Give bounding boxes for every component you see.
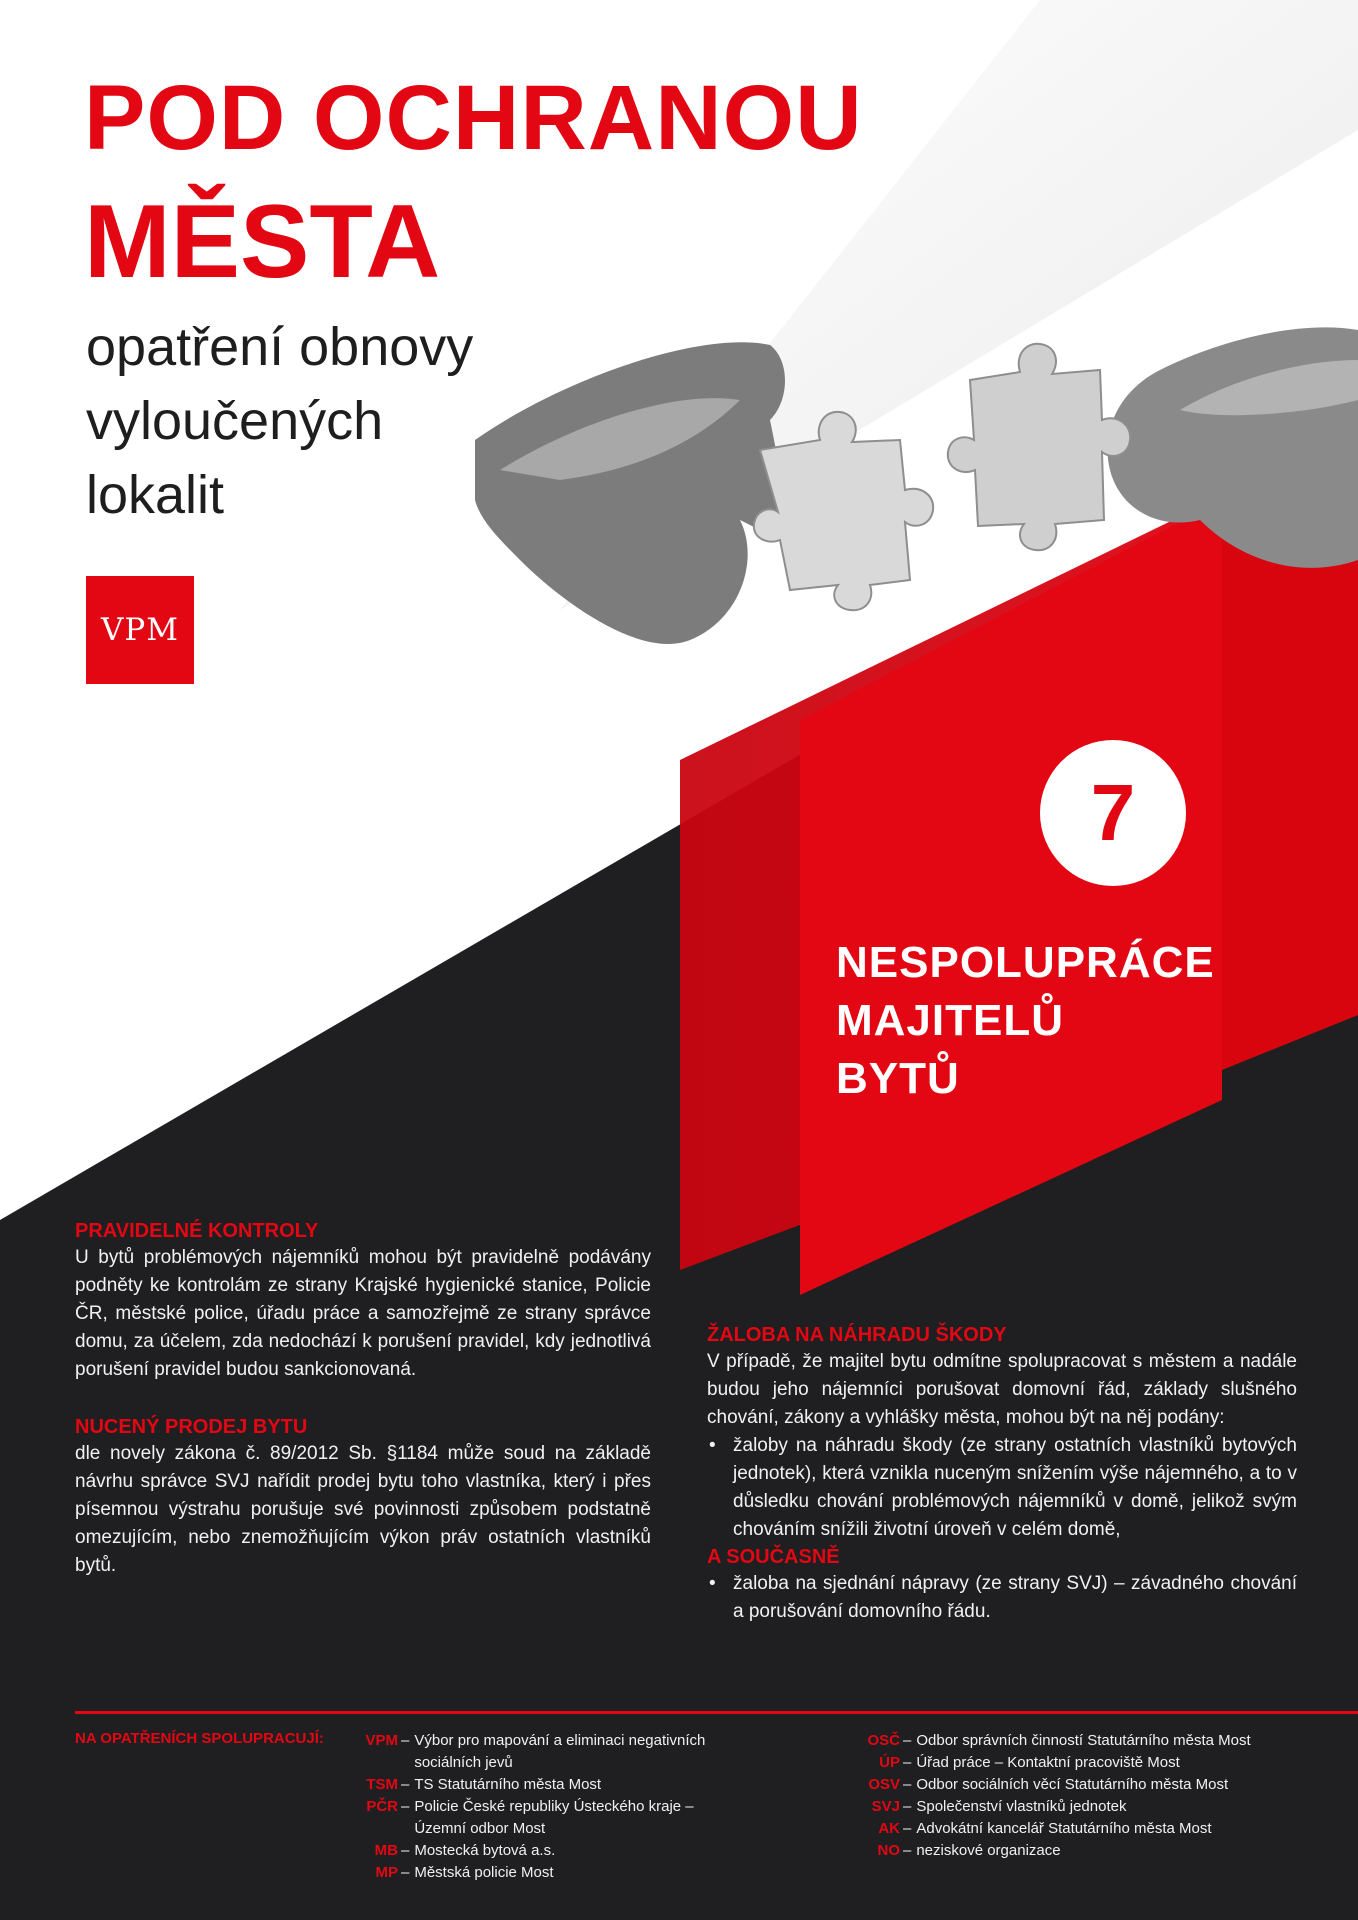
legend-abbr: OSČ: [867, 1732, 900, 1749]
section-heading-kontroly: PRAVIDELNÉ KONTROLY: [75, 1220, 319, 1242]
list-item: • žaloby na náhradu škody (ze strany ostatních vlastníků bytových jednotek), která vznikla nuceným snížením výše nájemného, a to v důsledku chování problémových nájemníků v domě, jelikož svým chováním snížili životní úroveň v celém domě,: [707, 1432, 1297, 1544]
vpm-logo: VPM: [86, 576, 194, 684]
legend-abbr: VPM: [365, 1732, 398, 1749]
main-title-line1: POD OCHRANOU: [84, 67, 863, 169]
right-puzzle-piece: [948, 344, 1130, 550]
topic-title: [836, 934, 1215, 1108]
legend-abbr: NO: [877, 1842, 900, 1859]
legend-desc: TS Statutárního města Most: [414, 1776, 602, 1793]
subtitle: [86, 310, 566, 532]
subtitle-line: lokalit: [86, 465, 225, 525]
list-item: • žaloba na sjednání nápravy (ze strany SVJ) – závadného chování a porušování domovního řádu.: [707, 1570, 1297, 1626]
legend-dash: –: [903, 1798, 912, 1815]
legend-dash: –: [401, 1864, 410, 1881]
legend-row: [866, 1796, 1306, 1818]
bullet-list: [707, 1432, 1297, 1544]
topic-title-line: NESPOLUPRÁCE: [836, 938, 1215, 987]
legend-abbr: PČR: [366, 1798, 398, 1815]
partners-legend-col2: [866, 1730, 1306, 1862]
section-text-kontroly: U bytů problémových nájemníků mohou být pravidelně podávány podněty ke kontrolám ze strany Krajské hygienické stanice, Policie ČR, městské police, úřadu práce a samozřejmě ze strany správce domu, za účelem, zda nedochází k porušení pravidel, kdy jednotlivá porušení pravidel budou sankcionovaná.: [75, 1247, 651, 1380]
legend-desc: Odbor sociálních věcí Statutárního města Most: [916, 1776, 1229, 1793]
legend-dash: –: [401, 1776, 410, 1793]
legend-row: [866, 1752, 1306, 1774]
legend-dash: –: [401, 1798, 410, 1815]
legend-desc: neziskové organizace: [916, 1842, 1061, 1859]
left-column: [75, 1218, 651, 1580]
section-text-prodej: dle novely zákona č. 89/2012 Sb. §1184 může soud na základě návrhu správce SVJ nařídit prodej bytu toho vlastníka, který i přes písemnou výstrahu porušuje své povinnosti způsobem podstatně omezujícím, nebo znemožňujícím výkon práv ostatních vlastníků bytů.: [75, 1443, 651, 1576]
section-heading-zaloba: ŽALOBA NA NÁHRADU ŠKODY: [707, 1324, 1007, 1346]
section-heading-prodej: NUCENÝ PRODEJ BYTU: [75, 1416, 308, 1438]
legend-row: [866, 1818, 1306, 1840]
legend-dash: –: [401, 1842, 410, 1859]
topic-number-badge: 7: [1040, 740, 1186, 886]
legend-dash: –: [903, 1776, 912, 1793]
legend-desc: Výbor pro mapování a eliminaci negativních sociálních jevů: [414, 1732, 706, 1771]
right-column: [707, 1322, 1297, 1626]
legend-row: [866, 1840, 1306, 1862]
legend-dash: –: [903, 1732, 912, 1749]
subtitle-line: vyloučených: [86, 391, 384, 451]
legend-abbr: SVJ: [871, 1798, 900, 1815]
legend-dash: –: [903, 1754, 912, 1771]
legend-dash: –: [903, 1820, 912, 1837]
legend-dash: –: [903, 1842, 912, 1859]
legend-row: [866, 1730, 1306, 1752]
legend-row: [360, 1774, 714, 1796]
legend-row: [360, 1730, 714, 1774]
legend-dash: –: [401, 1732, 410, 1749]
legend-abbr: ÚP: [879, 1754, 900, 1771]
section-text-zaloba-intro: V případě, že majitel bytu odmítne spolupracovat s městem a nadále budou jeho nájemníci porušovat domovní řád, základy slušného chování, zákony a vyhlášky města, mohou být na něj podány:: [707, 1351, 1297, 1428]
legend-desc: Mostecká bytová a.s.: [414, 1842, 556, 1859]
footer-label: NA OPATŘENÍCH SPOLUPRACUJÍ:: [75, 1730, 324, 1747]
legend-abbr: TSM: [366, 1776, 398, 1793]
footer-divider: [75, 1711, 1358, 1714]
legend-desc: Odbor správních činností Statutárního města Most: [916, 1732, 1251, 1749]
legend-abbr: MB: [374, 1842, 398, 1859]
topic-title-line: MAJITELŮ: [836, 996, 1064, 1045]
partners-legend-col1: [360, 1730, 714, 1884]
subtitle-line: opatření obnovy: [86, 317, 474, 377]
legend-desc: Společenství vlastníků jednotek: [916, 1798, 1127, 1815]
legend-desc: Městská policie Most: [414, 1864, 554, 1881]
legend-abbr: MP: [375, 1864, 398, 1881]
legend-desc: Advokátní kancelář Statutárního města Most: [916, 1820, 1212, 1837]
main-title-line2: MĚSTA: [84, 184, 441, 300]
bullet-list: [707, 1570, 1297, 1626]
topic-title-line: BYTŮ: [836, 1054, 960, 1103]
legend-desc: Úřad práce – Kontaktní pracoviště Most: [916, 1754, 1180, 1771]
subheading-soucasne: A SOUČASNĚ: [707, 1546, 840, 1568]
legend-row: [360, 1796, 714, 1840]
legend-row: [360, 1862, 714, 1884]
legend-abbr: OSV: [868, 1776, 900, 1793]
legend-abbr: AK: [878, 1820, 900, 1837]
legend-row: [866, 1774, 1306, 1796]
legend-desc: Policie České republiky Ústeckého kraje – Územní odbor Most: [414, 1798, 694, 1837]
legend-row: [360, 1840, 714, 1862]
